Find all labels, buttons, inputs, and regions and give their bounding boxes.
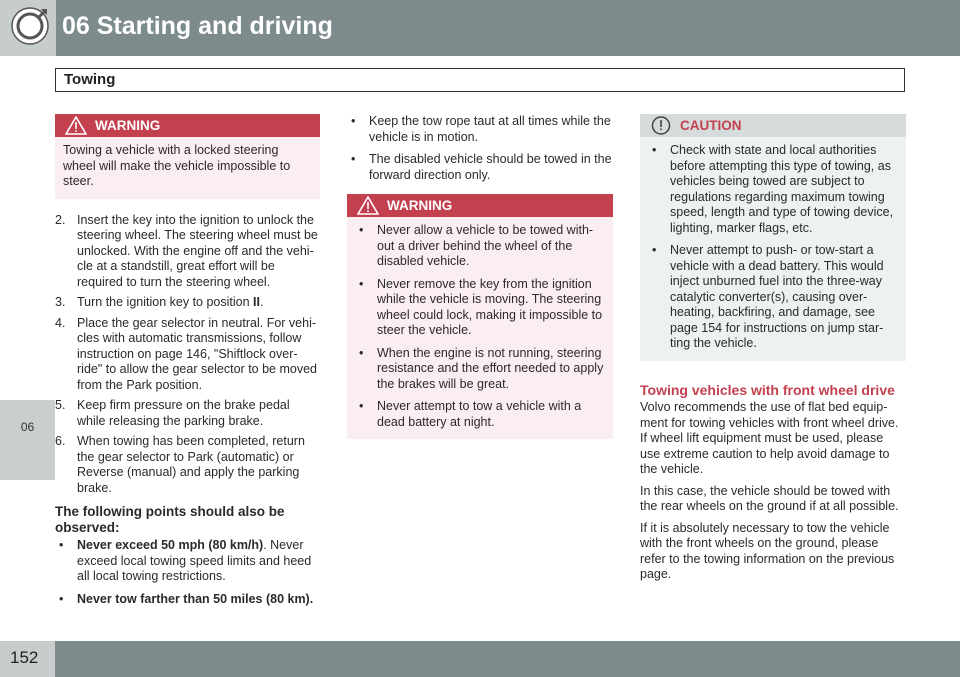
points-list [55, 538, 320, 607]
list-item [55, 295, 320, 311]
list-item [355, 346, 605, 393]
bullet: • [652, 243, 657, 257]
footer-bar [0, 641, 960, 677]
step-number: 3. [55, 295, 66, 309]
chapter-side-tab-label: 06 [20, 420, 35, 434]
section-title: Towing [64, 71, 116, 88]
column-2 [347, 114, 613, 439]
step-number: 6. [55, 434, 66, 448]
list-item [347, 114, 613, 145]
step-number: 5. [55, 398, 66, 412]
warning-text: Towing a vehicle with a locked steering wheel will make the vehicle impossible to steer. [55, 137, 320, 199]
step-number: 4. [55, 315, 66, 330]
warning-header [55, 114, 320, 137]
step-text: Turn the ignition key to position [77, 295, 254, 309]
step-text-end: . [259, 295, 264, 309]
step-bold-text: II [253, 295, 260, 309]
bullet: • [59, 538, 64, 552]
subheading: The following points should also be observed: [55, 504, 285, 535]
column-1 [55, 114, 320, 614]
warning-box [347, 194, 613, 439]
bullet: • [359, 345, 364, 360]
section-title-box [55, 68, 905, 92]
list-item [55, 213, 320, 291]
step-text: Place the gear selector in neutral. For vehi-cles with automatic transmissions, follow instruction on page 146, "Shiftlock over-ride" to allow the gear selector to be moved from the Park position. [77, 315, 317, 392]
bullet-text: The disabled vehicle should be towed in the forward direction only. [369, 152, 612, 182]
bullet: • [351, 152, 356, 166]
point-bold-text: Never tow farther than 50 miles (80 km). [77, 591, 314, 606]
caution-item-text: Check with state and local authorities before attempting this type of towing, as vehicles being towed are subject to regulations regarding maximum towing speed, length and type of towing device, lighting, marker flags, etc. [670, 143, 894, 235]
body-paragraph: Volvo recommends the use of flat bed equip-ment for towing vehicles with front wheel drive. If wheel lift equipment must be used, please use extreme caution to help avoid damage to the vehicle. [640, 400, 899, 476]
list-item [55, 398, 320, 429]
bullet-text: Keep the tow rope taut at all times while the vehicle is in motion. [369, 114, 611, 144]
caution-body [640, 137, 906, 361]
warning-item-text: Never remove the key from the ignition while the vehicle is moving. The steering wheel could lock, making it impossible to steer the vehicle. [377, 276, 603, 337]
warning-box [55, 114, 320, 199]
warning-header [347, 194, 613, 217]
chapter-title: 06 Starting and driving [62, 12, 333, 40]
step-text: When towing has been completed, return the gear selector to Park (automatic) or Reverse (manual) and apply the parking brake. [77, 434, 305, 495]
list-item [648, 143, 898, 236]
bullet: • [359, 276, 364, 291]
volvo-logo-icon [10, 6, 50, 46]
list-item [355, 399, 605, 430]
bullet: • [652, 143, 657, 157]
caution-header [640, 114, 906, 137]
steps-list [55, 213, 320, 497]
warning-label: WARNING [95, 118, 161, 133]
body-paragraph: In this case, the vehicle should be towed with the rear wheels on the ground if at all possible. [640, 483, 899, 513]
list-item [55, 316, 320, 394]
warning-item-text: When the engine is not running, steering resistance and the effort needed to apply the brakes will be great. [377, 345, 604, 391]
caution-box [640, 114, 906, 361]
warning-item-text: Never allow a vehicle to be towed with-out a driver behind the wheel of the disabled vehicle. [377, 223, 594, 268]
warning-triangle-icon [65, 116, 87, 135]
step-text: Insert the key into the ignition to unlock the steering wheel. The steering wheel must be unlocked. With the engine off and the vehi-cle at a standstill, great effort will be required to turn the steering wheel. [77, 212, 318, 289]
list-item [347, 152, 613, 183]
bullet: • [351, 114, 356, 128]
caution-exclamation-icon [650, 116, 672, 135]
point-text: . Never exceed local towing speed limits and heed all local towing restrictions. [77, 538, 312, 583]
caution-label: CAUTION [680, 118, 742, 133]
list-item [55, 538, 320, 585]
warning-body [347, 217, 613, 439]
list-item [355, 277, 605, 339]
page-number: 152 [10, 648, 39, 667]
warning-triangle-icon [357, 196, 379, 215]
step-text: Keep firm pressure on the brake pedal while releasing the parking brake. [77, 398, 290, 428]
list-item [355, 223, 605, 270]
intro-bullets [347, 114, 613, 183]
bullet: • [359, 223, 364, 237]
bullet: • [59, 591, 64, 606]
list-item [55, 592, 320, 608]
list-item [55, 434, 320, 496]
warning-item-text: Never attempt to tow a vehicle with a dead battery at night. [377, 399, 582, 429]
column-3 [640, 114, 906, 589]
chapter-side-tab [0, 400, 55, 480]
warning-label: WARNING [387, 198, 453, 213]
point-bold-text: Never exceed 50 mph (80 km/h) [77, 538, 264, 552]
body-paragraph: If it is absolutely necessary to tow the vehicle with the front wheels on the ground, please refer to the towing information on the previous page. [640, 520, 895, 581]
list-item [648, 243, 898, 352]
section-heading: Towing vehicles with front wheel drive [640, 381, 895, 398]
bullet: • [359, 399, 364, 413]
caution-item-text: Never attempt to push- or tow-start a vehicle with a dead battery. This would inject unburned fuel into the three-way catalytic converter(s), causing over-heating, backfiring, and damage, see page 154 for instructions on jump star-ting the vehicle. [670, 243, 884, 350]
step-number: 2. [55, 212, 66, 227]
